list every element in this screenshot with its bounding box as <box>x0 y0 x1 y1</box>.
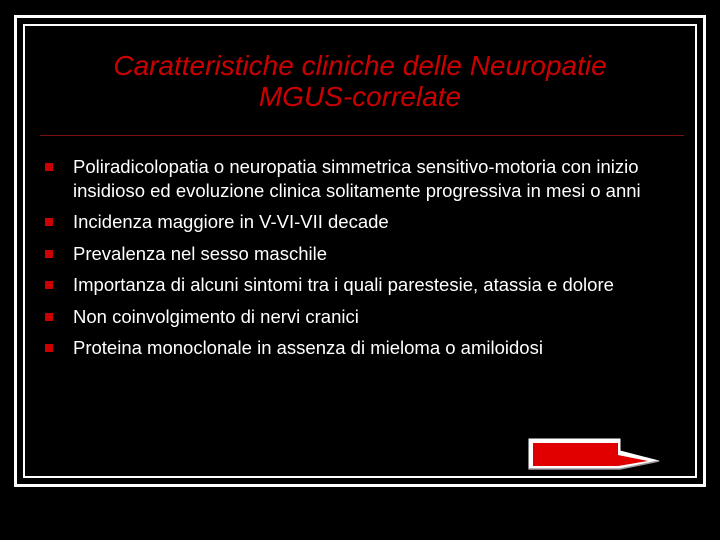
bullet-square-icon <box>45 344 53 352</box>
bullet-square-icon <box>45 163 53 171</box>
bullet-item <box>44 210 664 234</box>
bullet-square-icon <box>45 250 53 258</box>
bullet-square-icon <box>45 281 53 289</box>
bullet-square-icon <box>45 218 53 226</box>
title-line-2: MGUS-correlate <box>258 81 462 112</box>
title-line-1: Caratteristiche cliniche delle Neuropatie <box>113 50 607 81</box>
bullet-text: Prevalenza nel sesso maschile <box>73 242 327 264</box>
bullet-text: Importanza di alcuni sintomi tra i quali parestesie, atassia e dolore <box>73 274 614 295</box>
right-arrow-icon <box>527 437 663 471</box>
title-divider <box>40 135 684 136</box>
bullet-square-icon <box>45 313 53 321</box>
bullet-item <box>44 242 664 266</box>
bullet-item <box>44 273 664 297</box>
next-slide-button[interactable] <box>527 437 663 471</box>
bullet-text: Non coinvolgimento di nervi cranici <box>73 305 359 327</box>
bullet-text: Poliradicolopatia o neuropatia simmetrica sensitivo-motoria con inizio insidioso ed evoluzione clinica solitamente progressiva in mesi o anni <box>73 156 641 201</box>
bullet-list <box>44 155 664 368</box>
slide-title <box>40 50 680 112</box>
bullet-item <box>44 155 664 202</box>
bullet-text: Proteina monoclonale in assenza di mieloma o amiloidosi <box>73 337 543 358</box>
bullet-item <box>44 305 664 329</box>
bullet-item <box>44 336 664 360</box>
bullet-text: Incidenza maggiore in V-VI-VII decade <box>73 211 389 232</box>
